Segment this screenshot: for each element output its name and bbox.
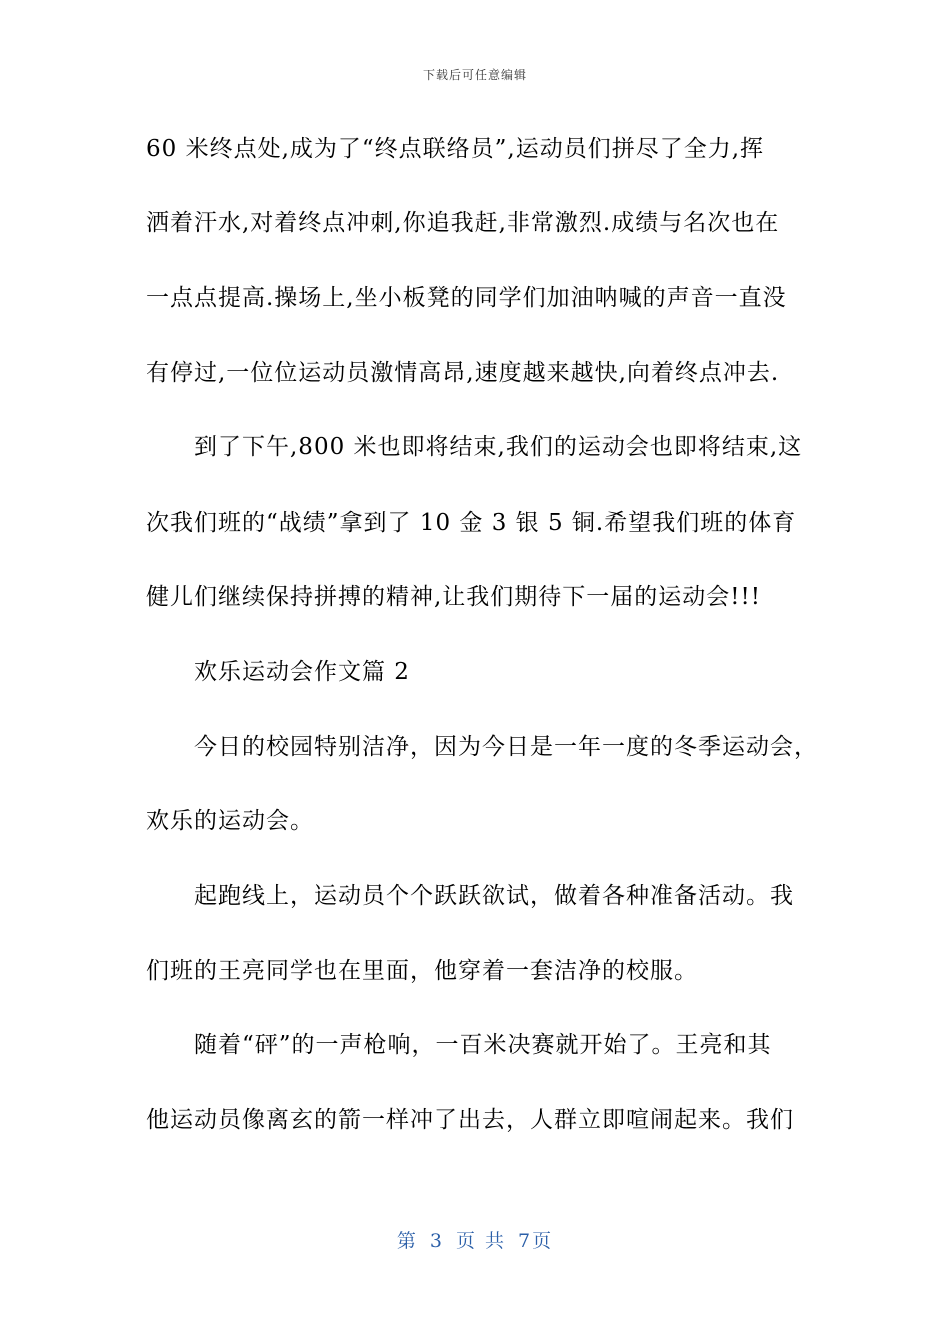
text-line: 有停过,一位位运动员激情高昂,速度越来越快,向着终点冲去. xyxy=(146,360,780,386)
text-line: 今日的校园特别洁净，因为今日是一年一度的冬季运动会， xyxy=(146,734,818,760)
text-line: 欢乐的运动会。 xyxy=(146,808,314,834)
text-line: 到了下午,800 米也即将结束,我们的运动会也即将结束,这 xyxy=(146,434,803,460)
section-heading: 欢乐运动会作文篇 2 xyxy=(146,659,410,685)
page-footer xyxy=(0,1226,950,1253)
footer-current-page: 3 xyxy=(429,1230,444,1252)
footer-middle: 页 共 xyxy=(455,1230,507,1252)
text-line: 次我们班的“战绩”拿到了 10 金 3 银 5 铜.希望我们班的体育 xyxy=(146,510,797,536)
text-line: 洒着汗水,对着终点冲刺,你追我赶,非常激烈.成绩与名次也在 xyxy=(146,210,780,236)
footer-total-pages: 7页 xyxy=(518,1230,554,1252)
header-note: 下载后可任意编辑 xyxy=(422,68,527,82)
text-line: 他运动员像离玄的箭一样冲了出去，人群立即喧闹起来。我们 xyxy=(146,1107,794,1133)
footer-prefix: 第 xyxy=(396,1230,418,1252)
text-line: 健儿们继续保持拼搏的精神,让我们期待下一届的运动会!!! xyxy=(146,584,762,610)
text-line: 一点点提高.操场上,坐小板凳的同学们加油呐喊的声音一直没 xyxy=(146,285,787,311)
text-line: 起跑线上，运动员个个跃跃欲试，做着各种准备活动。我 xyxy=(146,883,794,909)
text-line: 60 米终点处,成为了“终点联络员”,运动员们拼尽了全力,挥 xyxy=(146,136,765,162)
text-line: 随着“砰”的一声枪响，一百米决赛就开始了。王亮和其 xyxy=(146,1032,772,1058)
text-line: 们班的王亮同学也在里面，他穿着一套洁净的校服。 xyxy=(146,958,698,984)
